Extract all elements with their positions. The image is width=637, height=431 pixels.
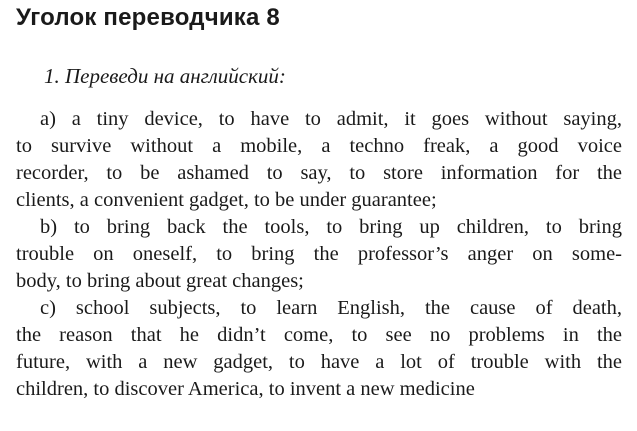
text-line: to survive without a mobile, a techno freak, a good voice [16, 135, 622, 157]
text-line: trouble on oneself, to bring the professor’s anger on some- [16, 243, 622, 265]
section-title: Уголок переводчика 8 [16, 4, 280, 31]
exercise-text [16, 106, 622, 403]
text-line: recorder, to be ashamed to say, to store information for the [16, 162, 622, 184]
text-line-c-end: children, to discover America, to invent a new medicine [16, 378, 475, 400]
task-heading: 1. Переведи на английский: [44, 64, 286, 88]
text-line-a-start: a) a tiny device, to have to admit, it goes without saying, [40, 108, 622, 130]
text-line-a-end: clients, a convenient gadget, to be under guarantee; [16, 189, 437, 211]
text-line: future, with a new gadget, to have a lot of trouble with the [16, 351, 622, 373]
text-line: the reason that he didn’t come, to see no problems in the [16, 324, 622, 346]
text-line-c-start: c) school subjects, to learn English, the cause of death, [40, 297, 622, 319]
text-line-b-start: b) to bring back the tools, to bring up children, to bring [40, 216, 622, 238]
text-line-b-end: body, to bring about great changes; [16, 270, 304, 292]
